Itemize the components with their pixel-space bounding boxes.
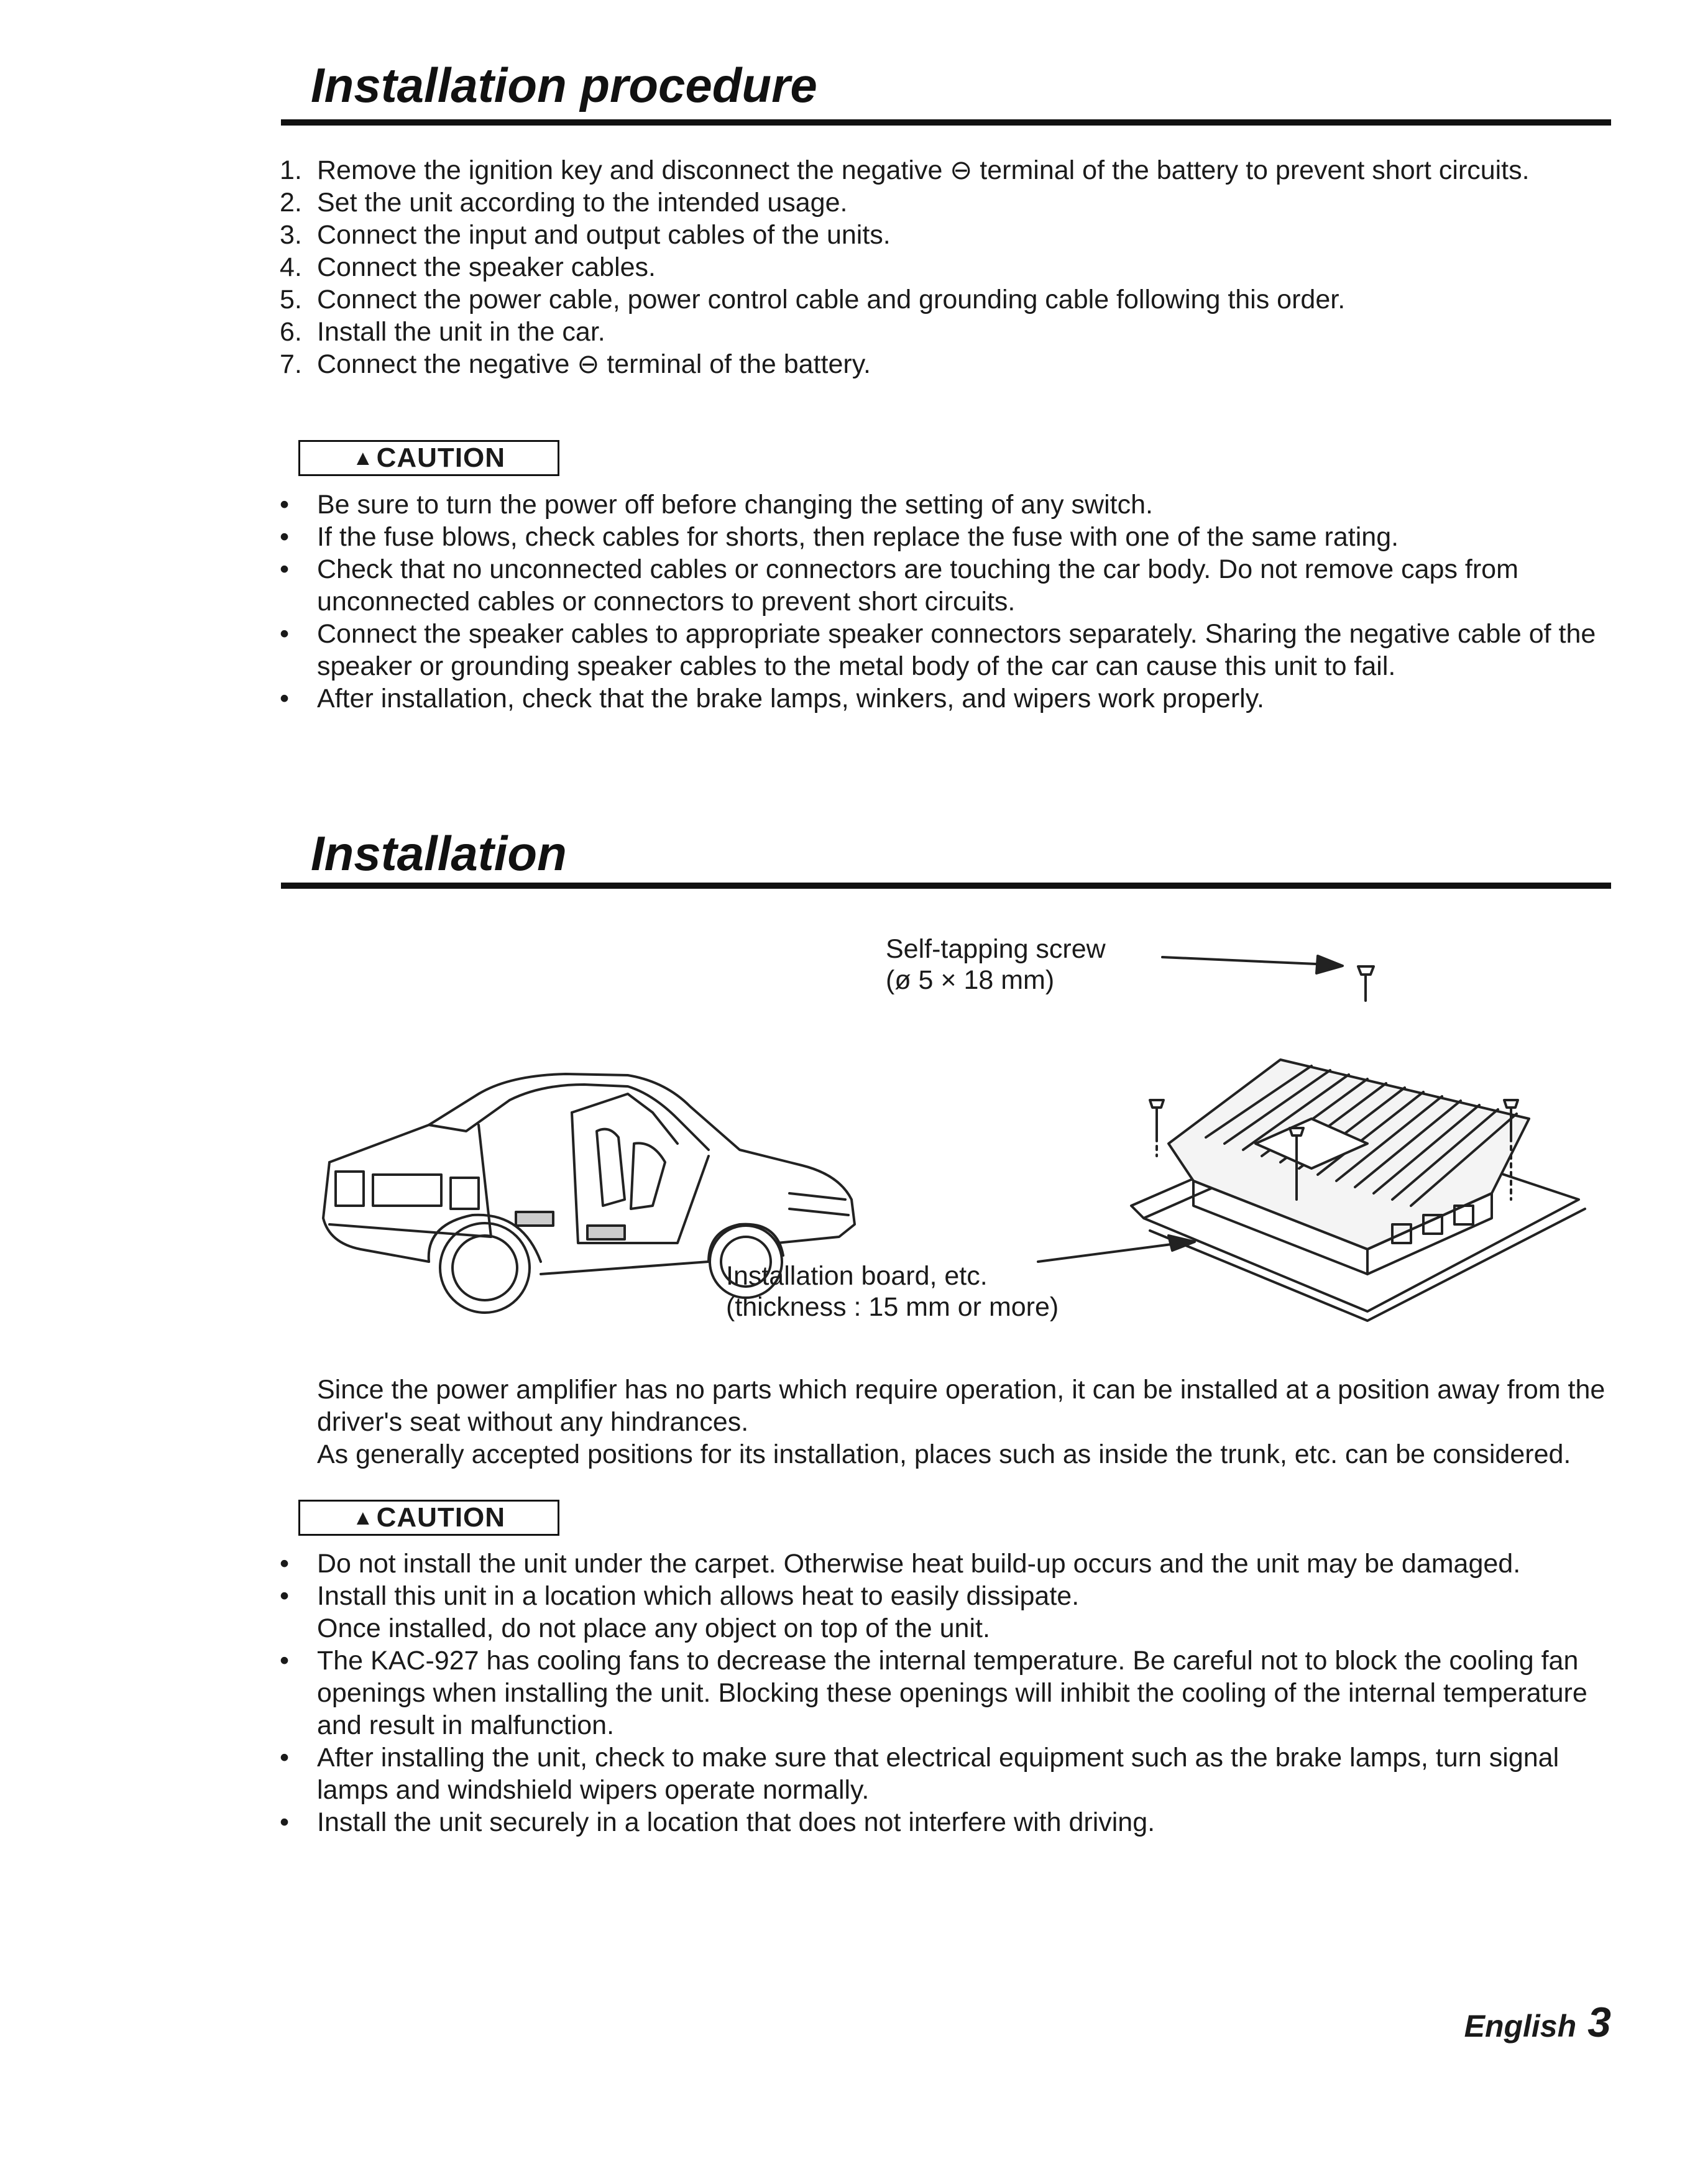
step-text: Connect the speaker cables. xyxy=(317,252,656,282)
board-label: Installation board, etc. xyxy=(726,1261,988,1291)
bullet-icon: • xyxy=(280,1581,290,1611)
caution-item-text: Check that no unconnected cables or connectors are touching the car body. Do not remove caps from unconnected cables or connectors to prevent short circuits. xyxy=(317,554,1518,617)
step-number: 6. xyxy=(280,317,302,347)
step-item xyxy=(280,283,1622,316)
step-item xyxy=(280,219,1622,251)
step-number: 2. xyxy=(280,188,302,218)
step-text: Remove the ignition key and disconnect the negative ⊖ terminal of the battery to prevent short circuits. xyxy=(317,155,1530,185)
caution-item-text: Be sure to turn the power off before changing the setting of any switch. xyxy=(317,490,1153,520)
procedure-title-rule xyxy=(281,119,1611,126)
caution-item-text: If the fuse blows, check cables for shorts, then replace the fuse with one of the same rating. xyxy=(317,522,1399,552)
amplifier-illustration xyxy=(1019,938,1628,1324)
warning-triangle-icon: ▲ xyxy=(352,446,374,470)
caution-text: CAUTION xyxy=(376,443,506,473)
step-text: Set the unit according to the intended usage. xyxy=(317,188,848,218)
step-item xyxy=(280,348,1622,380)
step-item xyxy=(280,186,1622,219)
step-item xyxy=(280,154,1622,186)
procedure-cautions xyxy=(280,489,1622,715)
warning-triangle-icon: ▲ xyxy=(352,1505,374,1530)
step-item xyxy=(280,316,1622,348)
caution-item-text: Install this unit in a location which allows heat to easily dissipate. Once installed, do not place any object on top of the unit. xyxy=(317,1581,1080,1643)
installation-title: Installation xyxy=(311,826,567,881)
caution-item xyxy=(280,489,1622,521)
step-number: 1. xyxy=(280,155,302,185)
bullet-icon: • xyxy=(280,1743,290,1773)
caution-item xyxy=(280,521,1622,553)
step-text: Connect the negative ⊖ terminal of the battery. xyxy=(317,349,871,379)
bullet-icon: • xyxy=(280,684,290,713)
screw-spec: (ø 5 × 18 mm) xyxy=(886,965,1055,995)
bullet-icon: • xyxy=(280,1807,290,1837)
page-number: 3 xyxy=(1587,1999,1611,2046)
caution-label-2 xyxy=(298,1500,559,1536)
caution-item xyxy=(280,1645,1622,1741)
screw-icon xyxy=(1358,966,1374,975)
caution-item-text: Do not install the unit under the carpet. Otherwise heat build-up occurs and the unit may be damaged. xyxy=(317,1549,1521,1579)
step-text: Connect the input and output cables of the units. xyxy=(317,220,891,250)
caution-label-1 xyxy=(298,440,559,476)
caution-item-text: Connect the speaker cables to appropriate speaker connectors separately. Sharing the negative cable of the speaker or grounding speaker cables to the metal body of the car can cause this unit to fail. xyxy=(317,619,1596,681)
page-footer xyxy=(1464,1998,1611,2047)
caution-item-text: Install the unit securely in a location that does not interfere with driving. xyxy=(317,1807,1155,1837)
caution-item xyxy=(280,682,1622,715)
bullet-icon: • xyxy=(280,554,290,584)
caution-item-text: The KAC-927 has cooling fans to decrease the internal temperature. Be careful not to block the cooling fan openings when installing the unit. Blocking these openings will inhibit the cooling of the internal temperature and result in malfunction. xyxy=(317,1646,1587,1740)
caution-item xyxy=(280,1741,1622,1806)
screw-label: Self-tapping screw xyxy=(886,934,1106,964)
caution-item xyxy=(280,618,1622,682)
installation-intro-1: Since the power amplifier has no parts which require operation, it can be installed at a position away from the driver's seat without any hindrances. xyxy=(317,1375,1605,1437)
caution-item xyxy=(280,1580,1622,1645)
installation-intro-2: As generally accepted positions for its installation, places such as inside the trunk, etc. can be considered. xyxy=(317,1439,1571,1469)
procedure-title: Installation procedure xyxy=(311,58,817,112)
bullet-icon: • xyxy=(280,1549,290,1579)
caution-item-text: After installation, check that the brake lamps, winkers, and wipers work properly. xyxy=(317,684,1264,713)
car-illustration xyxy=(305,1057,876,1342)
footer-language: English xyxy=(1464,2009,1577,2044)
installation-title-rule xyxy=(281,883,1611,889)
procedure-steps xyxy=(280,154,1622,380)
caution-text: CAUTION xyxy=(376,1502,506,1533)
bullet-icon: • xyxy=(280,490,290,520)
caution-item xyxy=(280,553,1622,618)
caution-item-text: After installing the unit, check to make sure that electrical equipment such as the brake lamps, turn signal lamps and windshield wipers operate normally. xyxy=(317,1743,1559,1805)
step-number: 4. xyxy=(280,252,302,282)
step-number: 3. xyxy=(280,220,302,250)
bullet-icon: • xyxy=(280,1646,290,1676)
caution-item xyxy=(280,1548,1622,1580)
step-text: Install the unit in the car. xyxy=(317,317,605,347)
step-number: 5. xyxy=(280,285,302,314)
installation-cautions xyxy=(280,1548,1622,1838)
bullet-icon: • xyxy=(280,619,290,649)
step-text: Connect the power cable, power control cable and grounding cable following this order. xyxy=(317,285,1346,314)
step-number: 7. xyxy=(280,349,302,379)
bullet-icon: • xyxy=(280,522,290,552)
caution-item xyxy=(280,1806,1622,1838)
step-item xyxy=(280,251,1622,283)
board-spec: (thickness : 15 mm or more) xyxy=(726,1292,1059,1322)
